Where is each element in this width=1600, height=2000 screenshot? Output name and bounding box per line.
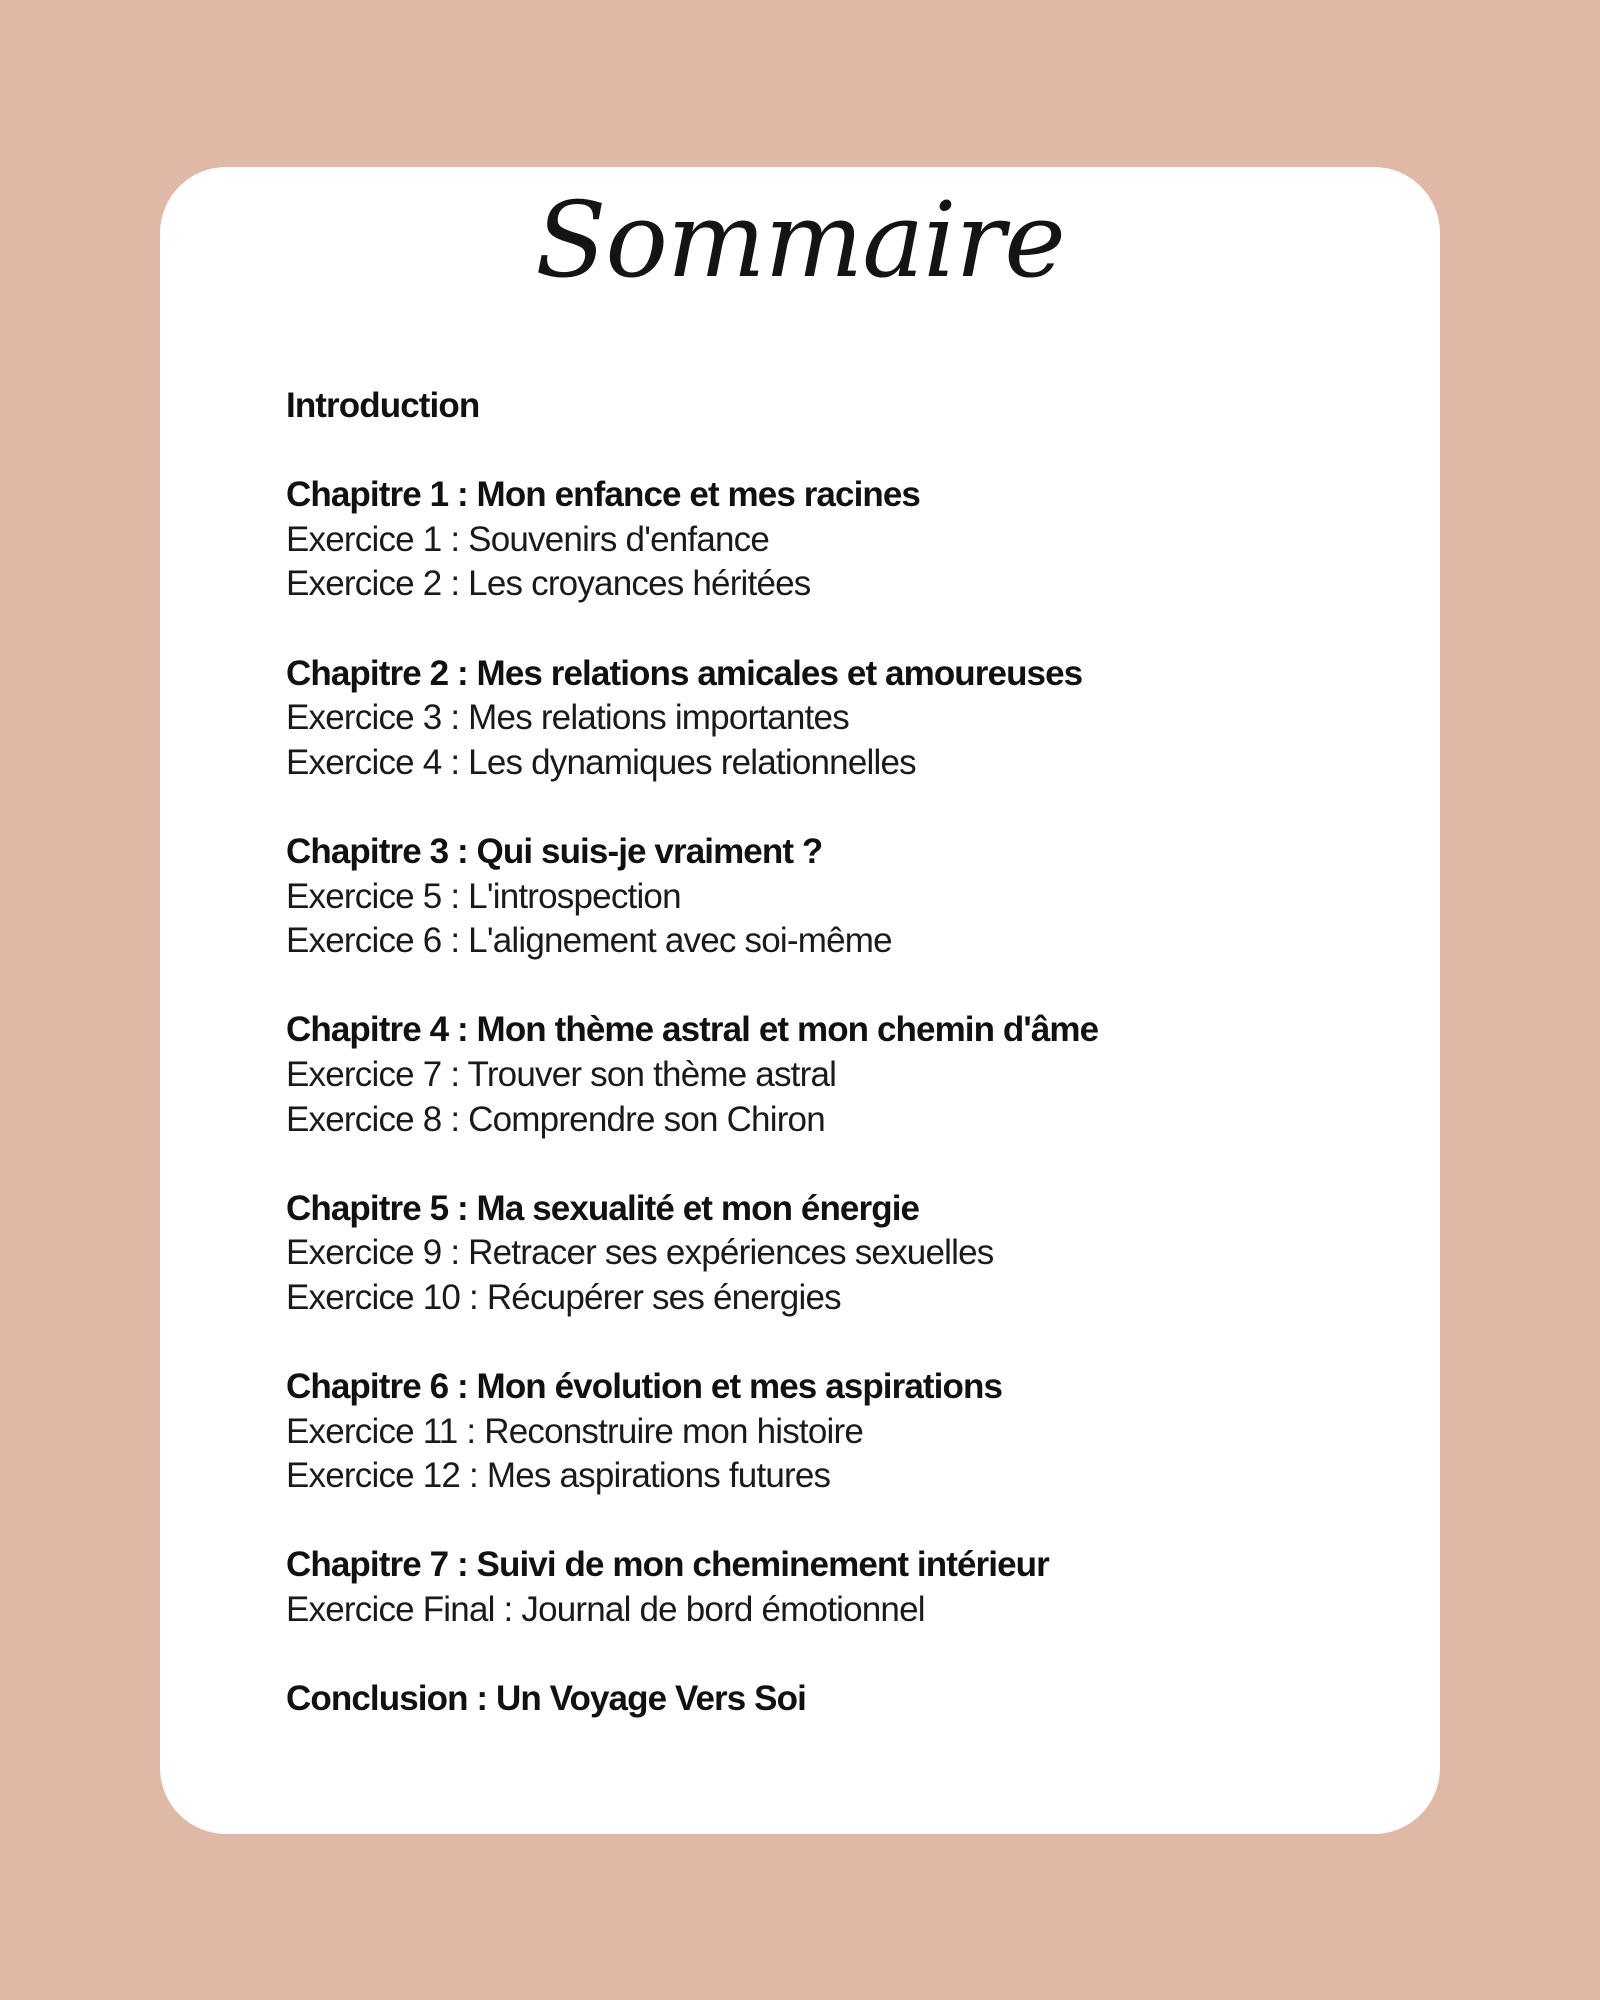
- table-of-contents: [286, 384, 1386, 1722]
- chapter-title: Chapitre 7 : Suivi de mon cheminement intérieur: [286, 1545, 1049, 1585]
- page-title: Sommaire: [535, 179, 1065, 301]
- exercise-item: Exercice 12 : Mes aspirations futures: [286, 1456, 831, 1496]
- toc-introduction: Introduction: [286, 386, 480, 425]
- spacer: [286, 1499, 1386, 1544]
- exercise-item: Exercice 7 : Trouver son thème astral: [286, 1054, 837, 1094]
- toc-chapter-3: [286, 830, 1386, 964]
- exercise-item: Exercice 3 : Mes relations importantes: [286, 698, 849, 738]
- exercise-item: Exercice 11 : Reconstruire mon histoire: [286, 1411, 864, 1451]
- exercise-item: Exercice 5 : L'introspection: [286, 876, 681, 916]
- exercise-item: Exercice 1 : Souvenirs d'enfance: [286, 519, 770, 559]
- exercise-item: Exercice Final : Journal de bord émotionnel: [286, 1590, 925, 1630]
- toc-chapter-5: [286, 1187, 1386, 1321]
- toc-chapter-1: [286, 473, 1386, 607]
- spacer: [286, 1142, 1386, 1187]
- exercise-item: Exercice 4 : Les dynamiques relationnelles: [286, 742, 916, 782]
- toc-chapter-4: [286, 1008, 1386, 1142]
- chapter-title: Chapitre 4 : Mon thème astral et mon chemin d'âme: [286, 1010, 1099, 1050]
- exercise-item: Exercice 6 : L'alignement avec soi-même: [286, 921, 892, 961]
- toc-conclusion: Conclusion : Un Voyage Vers Soi: [286, 1679, 806, 1719]
- chapter-title: Chapitre 5 : Ma sexualité et mon énergie: [286, 1188, 920, 1228]
- exercise-item: Exercice 8 : Comprendre son Chiron: [286, 1099, 825, 1139]
- toc-chapter-7: [286, 1543, 1386, 1632]
- spacer: [286, 429, 1386, 474]
- exercise-item: Exercice 9 : Retracer ses expériences sexuelles: [286, 1233, 994, 1273]
- chapter-title: Chapitre 1 : Mon enfance et mes racines: [286, 475, 921, 515]
- toc-chapter-6: [286, 1365, 1386, 1499]
- exercise-item: Exercice 10 : Récupérer ses énergies: [286, 1277, 841, 1317]
- exercise-item: Exercice 2 : Les croyances héritées: [286, 564, 811, 604]
- spacer: [286, 964, 1386, 1009]
- chapter-title: Chapitre 2 : Mes relations amicales et amoureuses: [286, 653, 1083, 693]
- spacer: [286, 1320, 1386, 1365]
- chapter-title: Chapitre 6 : Mon évolution et mes aspirations: [286, 1367, 1003, 1407]
- spacer: [286, 785, 1386, 830]
- chapter-title: Chapitre 3 : Qui suis-je vraiment ?: [286, 831, 823, 871]
- toc-chapter-2: [286, 652, 1386, 786]
- spacer: [286, 607, 1386, 652]
- spacer: [286, 1633, 1386, 1678]
